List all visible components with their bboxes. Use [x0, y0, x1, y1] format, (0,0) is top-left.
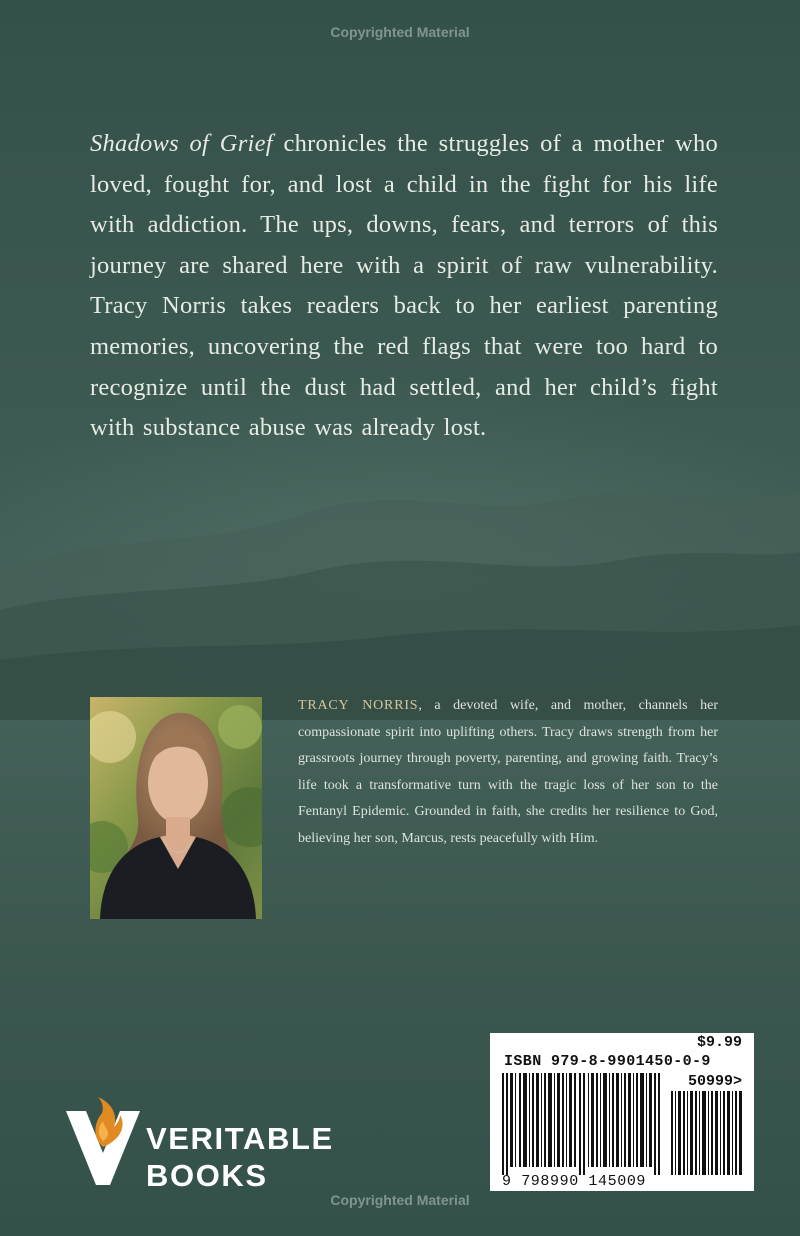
barcode-panel — [490, 1033, 754, 1191]
author-name: TRACY NORRIS — [298, 698, 419, 713]
author-photo — [90, 697, 262, 919]
book-blurb — [90, 124, 718, 449]
copyright-watermark-top: Copyrighted Material — [330, 24, 470, 40]
blurb-text: chronicles the struggles of a mother who loved, fought for, and lost a child in the fight for his life with addiction. The ups, downs, fears, and terrors of this journey are shared here with a spirit of raw vulnerability. Tracy Norris takes readers back to her earliest parenting memories, uncovering the red flags that were too hard to recognize until the dust had settled, and her child’s fight with substance abuse was already lost. — [90, 130, 718, 442]
book-title: Shadows of Grief — [90, 130, 273, 157]
publisher-name-line2: BOOKS — [146, 1158, 268, 1193]
misty-mountains-background — [0, 420, 800, 720]
author-bio — [298, 693, 718, 852]
ean-number: 9 798990 145009 — [502, 1173, 647, 1190]
publisher-name-line1: VERITABLE — [146, 1121, 334, 1156]
isbn-label: ISBN 979-8-9901450-0-9 — [504, 1053, 711, 1070]
author-bio-text: , a devoted wife, and mother, channels her compassionate spirit into uplifting others. Tracy draws strength from her grassroots journey through poverty, parenting, and growing faith. Tracy’s life took a transformative turn with the tragic loss of her son to the Fentanyl Epidemic. Grounded in faith, she credits her resilience to God, believing her son, Marcus, rests peacefully with Him. — [298, 698, 719, 846]
copyright-watermark-bottom: Copyrighted Material — [330, 1192, 470, 1208]
price-addon-code: 50999> — [687, 1073, 742, 1090]
price-addon-barcode — [670, 1091, 744, 1175]
price-label: $9.99 — [696, 1034, 742, 1051]
publisher-name — [146, 1120, 334, 1194]
ean-barcode — [500, 1073, 662, 1175]
publisher-logo-icon — [64, 1097, 142, 1187]
